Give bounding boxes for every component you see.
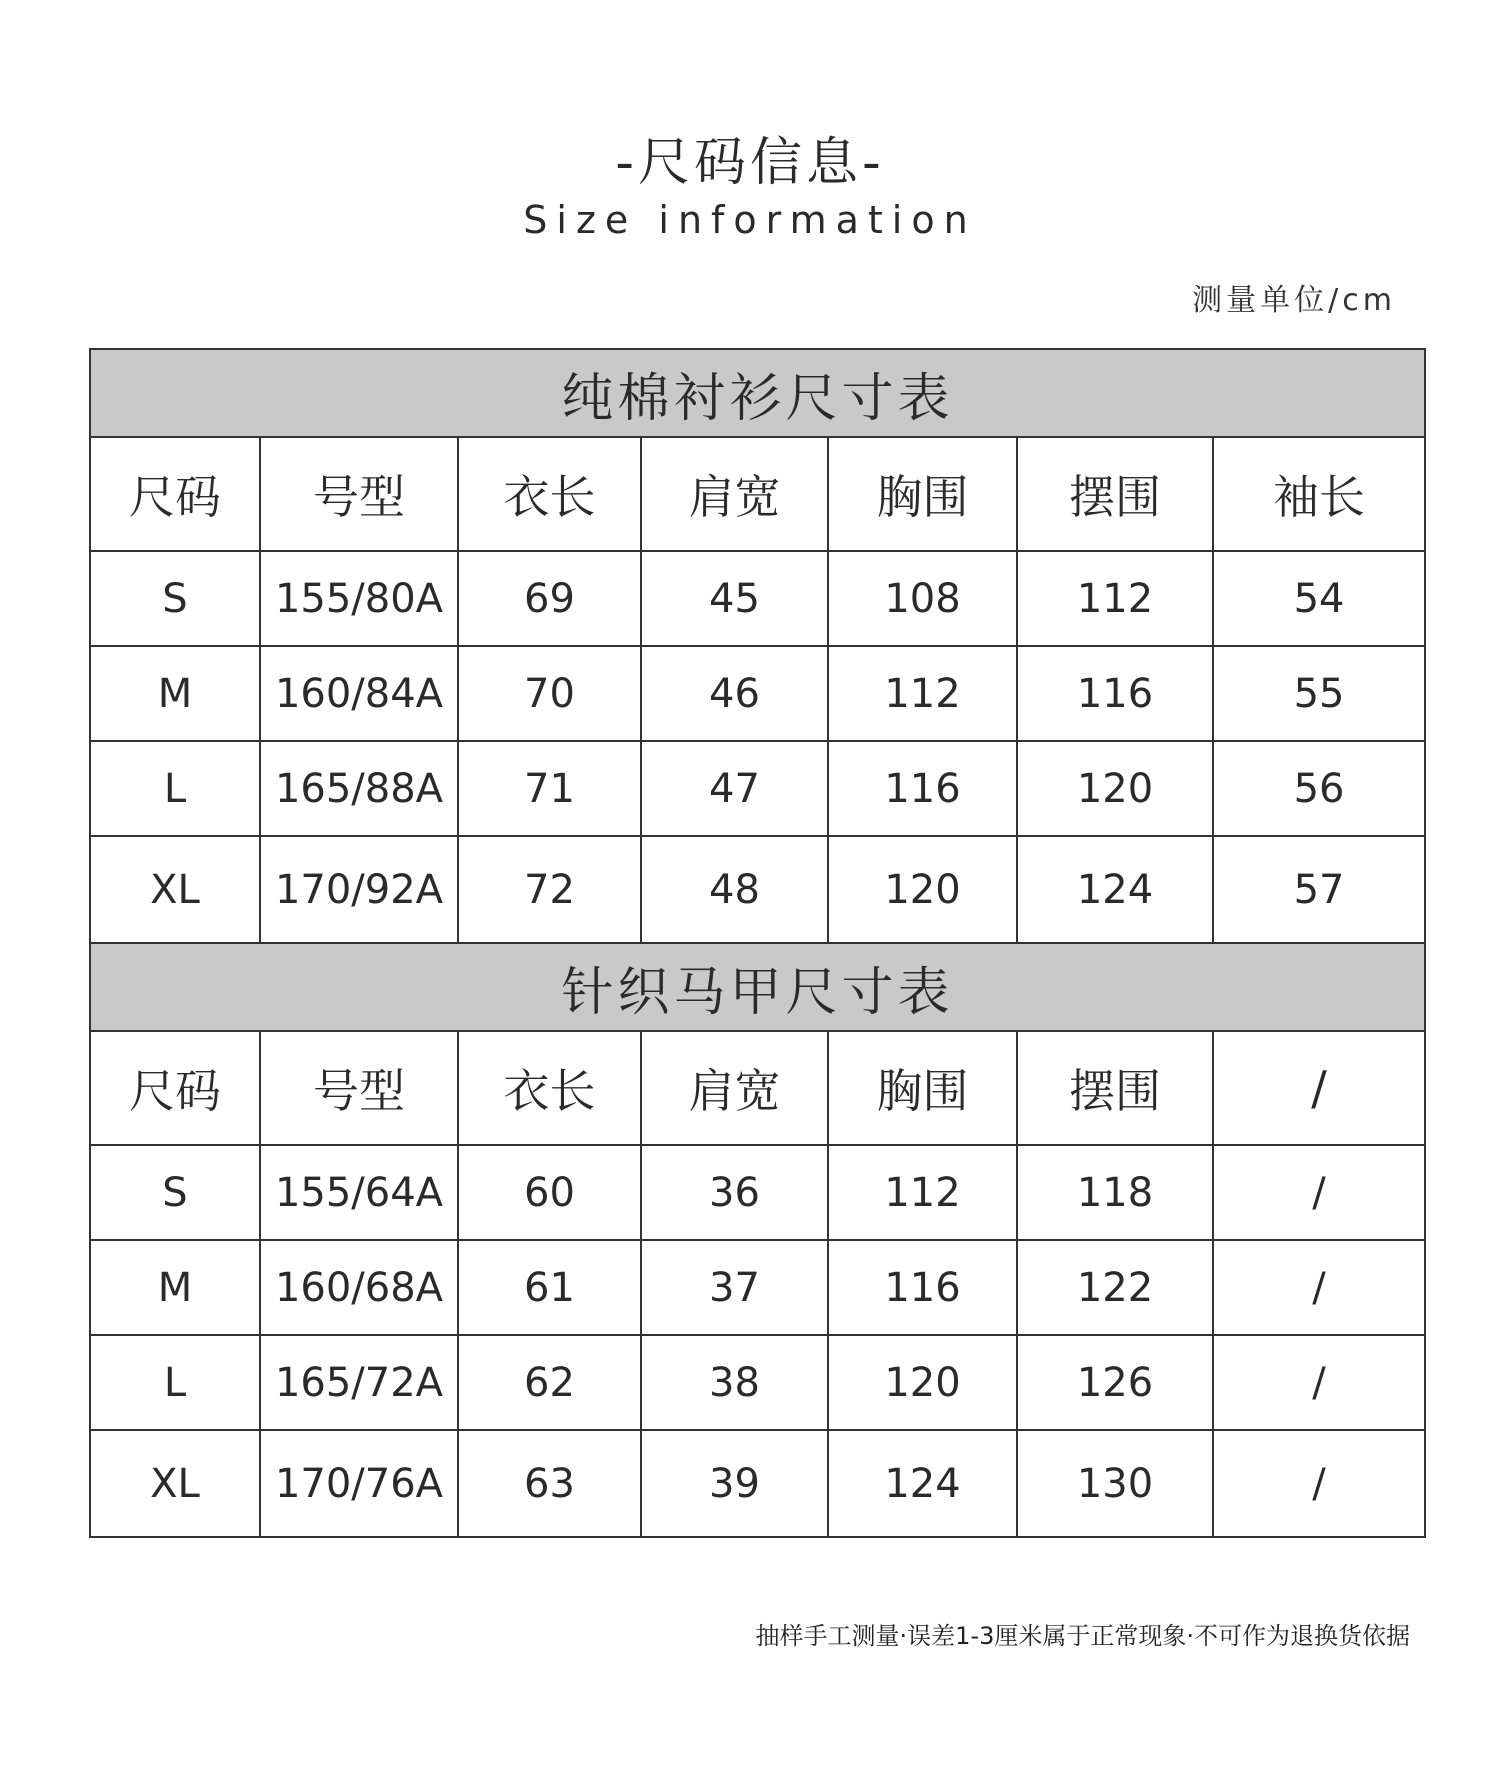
table-row <box>90 646 1425 741</box>
table-row <box>90 836 1425 943</box>
table-row <box>90 1240 1425 1335</box>
table-cell: 155/80A <box>260 551 458 646</box>
table-cell: 55 <box>1213 646 1425 741</box>
column-header: 肩宽 <box>641 1031 828 1145</box>
table-cell: 54 <box>1213 551 1425 646</box>
table-cell: 45 <box>641 551 828 646</box>
table-cell: M <box>90 1240 260 1335</box>
column-header: 衣长 <box>458 437 641 551</box>
column-header: 衣长 <box>458 1031 641 1145</box>
table-cell: / <box>1213 1240 1425 1335</box>
shirt-table-title: 纯棉衬衫尺寸表 <box>90 349 1425 437</box>
table-cell: 112 <box>1017 551 1213 646</box>
table-cell: 116 <box>828 741 1017 836</box>
column-header: 号型 <box>260 437 458 551</box>
table-cell: 130 <box>1017 1430 1213 1537</box>
column-header: / <box>1213 1031 1425 1145</box>
shirt-table-body <box>90 349 1425 943</box>
table-cell: 120 <box>828 1335 1017 1430</box>
table-cell: 47 <box>641 741 828 836</box>
column-header: 号型 <box>260 1031 458 1145</box>
table-cell: 120 <box>828 836 1017 943</box>
table-cell: M <box>90 646 260 741</box>
table-cell: 39 <box>641 1430 828 1537</box>
table-cell: 72 <box>458 836 641 943</box>
table-cell: 116 <box>828 1240 1017 1335</box>
table-cell: L <box>90 1335 260 1430</box>
table-cell: XL <box>90 1430 260 1537</box>
table-cell: S <box>90 551 260 646</box>
unit-label: 测量单位/cm <box>1192 283 1396 318</box>
table-cell: 126 <box>1017 1335 1213 1430</box>
table-cell: 124 <box>1017 836 1213 943</box>
table-cell: 56 <box>1213 741 1425 836</box>
column-header: 肩宽 <box>641 437 828 551</box>
table-cell: 63 <box>458 1430 641 1537</box>
table-cell: 61 <box>458 1240 641 1335</box>
column-header: 摆围 <box>1017 437 1213 551</box>
page-subtitle: Size information <box>523 198 977 242</box>
table-cell: 62 <box>458 1335 641 1430</box>
column-header: 胸围 <box>828 437 1017 551</box>
table-cell: / <box>1213 1335 1425 1430</box>
table-cell: 170/92A <box>260 836 458 943</box>
vest-table-title: 针织马甲尺寸表 <box>90 943 1425 1031</box>
table-cell: 160/68A <box>260 1240 458 1335</box>
vest-table-header-row <box>90 1031 1425 1145</box>
table-row <box>90 1335 1425 1430</box>
shirt-table-title-row <box>90 349 1425 437</box>
table-row <box>90 1145 1425 1240</box>
table-cell: XL <box>90 836 260 943</box>
table-cell: 170/76A <box>260 1430 458 1537</box>
column-header: 尺码 <box>90 437 260 551</box>
vest-table-title-row <box>90 943 1425 1031</box>
table-cell: 116 <box>1017 646 1213 741</box>
table-cell: 70 <box>458 646 641 741</box>
table-cell: 71 <box>458 741 641 836</box>
table-cell: 37 <box>641 1240 828 1335</box>
table-cell: 122 <box>1017 1240 1213 1335</box>
table-cell: / <box>1213 1430 1425 1537</box>
table-cell: 165/88A <box>260 741 458 836</box>
table-cell: S <box>90 1145 260 1240</box>
page-title: -尺码信息- <box>615 133 885 193</box>
table-cell: 112 <box>828 646 1017 741</box>
table-cell: 165/72A <box>260 1335 458 1430</box>
size-table <box>89 348 1426 1538</box>
table-cell: 60 <box>458 1145 641 1240</box>
table-cell: / <box>1213 1145 1425 1240</box>
table-cell: 112 <box>828 1145 1017 1240</box>
table-row <box>90 741 1425 836</box>
table-cell: 120 <box>1017 741 1213 836</box>
table-cell: 36 <box>641 1145 828 1240</box>
shirt-table-header-row <box>90 437 1425 551</box>
column-header: 袖长 <box>1213 437 1425 551</box>
column-header: 尺码 <box>90 1031 260 1145</box>
table-cell: 124 <box>828 1430 1017 1537</box>
vest-table-body <box>90 943 1425 1537</box>
table-cell: 38 <box>641 1335 828 1430</box>
table-cell: 160/84A <box>260 646 458 741</box>
measurement-footnote: 抽样手工测量·误差1-3厘米属于正常现象·不可作为退换货依据 <box>755 1622 1410 1650</box>
column-header: 摆围 <box>1017 1031 1213 1145</box>
table-cell: 46 <box>641 646 828 741</box>
table-row <box>90 551 1425 646</box>
table-cell: 57 <box>1213 836 1425 943</box>
table-cell: 108 <box>828 551 1017 646</box>
table-cell: L <box>90 741 260 836</box>
table-row <box>90 1430 1425 1537</box>
column-header: 胸围 <box>828 1031 1017 1145</box>
table-cell: 48 <box>641 836 828 943</box>
table-cell: 69 <box>458 551 641 646</box>
table-cell: 118 <box>1017 1145 1213 1240</box>
table-cell: 155/64A <box>260 1145 458 1240</box>
